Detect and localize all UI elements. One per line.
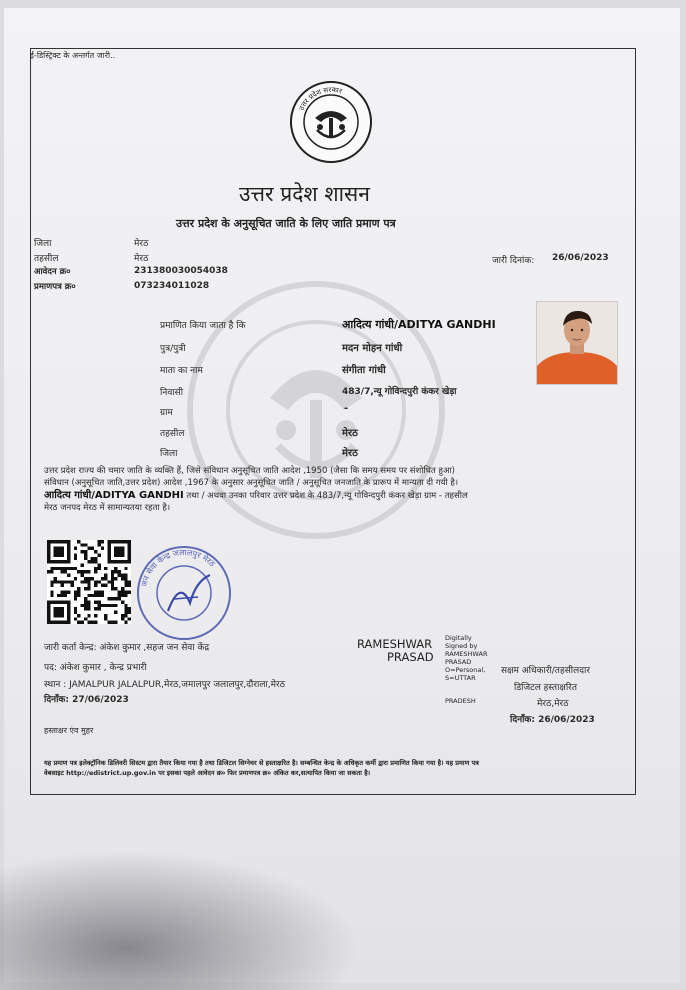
detail-label-father: पुत्र/पुत्री xyxy=(160,344,186,354)
qr-code[interactable] xyxy=(44,540,134,624)
header-note: ई-डिस्ट्रिक्ट के अन्तर्गत जारी.. xyxy=(30,51,116,60)
issuer-post: पद: अंकेश कुमार , केन्द्र प्रभारी xyxy=(44,663,147,673)
issue-date: 26/06/2023 xyxy=(552,253,609,263)
sig-line-1: Digitally xyxy=(445,634,472,642)
signer-name-line-2: PRASAD xyxy=(387,650,434,664)
footnote-line-2: वेबसाइट http://edistrict.up.gov.in पर इसका पहले आवेदन क्र० फिर प्रमाणपत्र क्र० अंकित कर,सत्यापित किया जा सकता है। xyxy=(44,769,371,777)
father-name: मदन मोहन गांधी xyxy=(342,343,403,354)
sig-line-7: PRADESH xyxy=(445,697,476,705)
tehsil-value: मेरठ xyxy=(342,428,358,439)
signature-label: हस्ताक्षर एंव मुहर xyxy=(44,726,94,735)
sig-line-4: PRASAD xyxy=(445,658,472,666)
detail-label-resident: निवासी xyxy=(160,388,184,398)
authority-place: मेरठ,मेरठ xyxy=(537,699,569,709)
signer-name-line-1: RAMESHWAR xyxy=(357,637,433,651)
seal-stamp-icon xyxy=(132,541,236,645)
meta-label-application: आवेदन क्र० xyxy=(34,267,71,277)
detail-label-district: जिला xyxy=(160,449,178,459)
photo-shadow xyxy=(0,850,360,990)
sig-line-3: RAMESHWAR xyxy=(445,650,488,658)
certificate-title: उत्तर प्रदेश शासन xyxy=(239,182,370,206)
meta-label-certificate: प्रमाणपत्र क्र० xyxy=(34,282,76,292)
holder-name: आदित्य गांधी/ADITYA GANDHI xyxy=(342,318,496,331)
statement-line-3-rest: तथा / अथवा उनका परिवार उत्तर प्रदेश के 483/7,न्यू गोविन्दपुरी कंकर खेड़ा ग्राम - तहसील xyxy=(183,491,468,501)
statement-holder-name: आदित्य गांधी/ADITYA GANDHI xyxy=(44,490,184,501)
issue-date-label: जारी दिनांक: xyxy=(492,256,535,266)
holder-photo xyxy=(536,301,618,385)
detail-label-certified: प्रमाणित किया जाता है कि xyxy=(160,321,246,331)
certificate-subtitle: उत्तर प्रदेश के अनुसूचित जाति के लिए जाति प्रमाण पत्र xyxy=(176,217,396,230)
meta-label-district: जिला xyxy=(34,239,52,249)
emblem-text: उत्तर प्रदेश सरकार xyxy=(297,85,343,112)
sig-line-5: O=Personal, xyxy=(445,666,486,674)
authority-title: सक्षम अधिकारी/तहसीलदार xyxy=(501,666,591,676)
certificate-paper xyxy=(4,8,680,983)
seal-text: जन सेवा केन्द्र जलालपुर मेरठ xyxy=(139,547,217,588)
district-value: मेरठ xyxy=(342,448,358,459)
detail-label-tehsil: तहसील xyxy=(160,429,185,439)
meta-value-certificate: 073234011028 xyxy=(134,281,210,291)
caste-statement-line-1: उत्तर प्रदेश राज्य की चमार जाति के व्यक्ति हैं, जिसे संविधान अनुसूचित जाति आदेश ,1950 (जैसा कि समय समय पर संशोधित हुआ) xyxy=(44,466,455,476)
uttar-pradesh-emblem-icon xyxy=(289,80,373,164)
issuer-place: स्थान : JAMALPUR JALALPUR,मेरठ,जमालपुर जलालपुर,दौराला,मेरठ xyxy=(44,680,285,690)
sig-line-6: S=UTTAR xyxy=(445,674,476,682)
meta-value-application: 231380030054038 xyxy=(134,266,228,276)
authority-date: दिनाँक: 26/06/2023 xyxy=(510,715,595,725)
issuer-center: जारी कर्ता केन्द्र: अंकेश कुमार ,सहज जन सेवा केंद्र xyxy=(44,643,210,653)
meta-label-tehsil: तहसील xyxy=(34,254,59,264)
detail-label-village: ग्राम xyxy=(160,408,173,418)
digital-signature xyxy=(357,634,488,705)
caste-statement-line-3 xyxy=(44,490,624,502)
meta-value-tehsil: मेरठ xyxy=(134,254,149,264)
caste-statement-line-4: मेरठ जनपद मेरठ में सामान्यतया रहता है। xyxy=(44,503,171,513)
detail-label-mother: माता का नाम xyxy=(160,366,203,376)
footnote-line-1: यह प्रमाण पत्र इलेक्ट्रॉनिक डिलिवरी सिस्टम द्वारा तैयार किया गया है तथा डिजिटल सिग्नेचर से हस्ताक्षरित है। सम्बन्धित केन्द्र के अधिकृत कर्मी द्वारा प्रमाणित किया गया है। यह प्रमाण पत्र xyxy=(44,759,479,767)
footnote xyxy=(44,758,629,778)
mother-name: संगीता गांधी xyxy=(342,365,386,376)
meta-value-district: मेरठ xyxy=(134,239,149,249)
village-value: - xyxy=(344,403,349,414)
svg-text:जन सेवा केन्द्र जलालपुर मेरठ xyxy=(140,548,217,588)
resident-address: 483/7,न्यू गोविन्दपुरी कंकर खेड़ा xyxy=(342,387,457,397)
authority-sign: डिजिटल हस्ताक्षरित xyxy=(514,683,577,693)
issuer-date: दिनाँक: 27/06/2023 xyxy=(44,695,129,705)
caste-statement-line-2: संविधान (अनुसूचित जाति,उत्तर प्रदेश) आदेश ,1967 के अनुसार अनुसूचित जाति / अनुसूचित जनजाति के प्रारूप में मान्यता दी गयी है। xyxy=(44,478,459,488)
sig-line-2: Signed by xyxy=(445,642,478,650)
